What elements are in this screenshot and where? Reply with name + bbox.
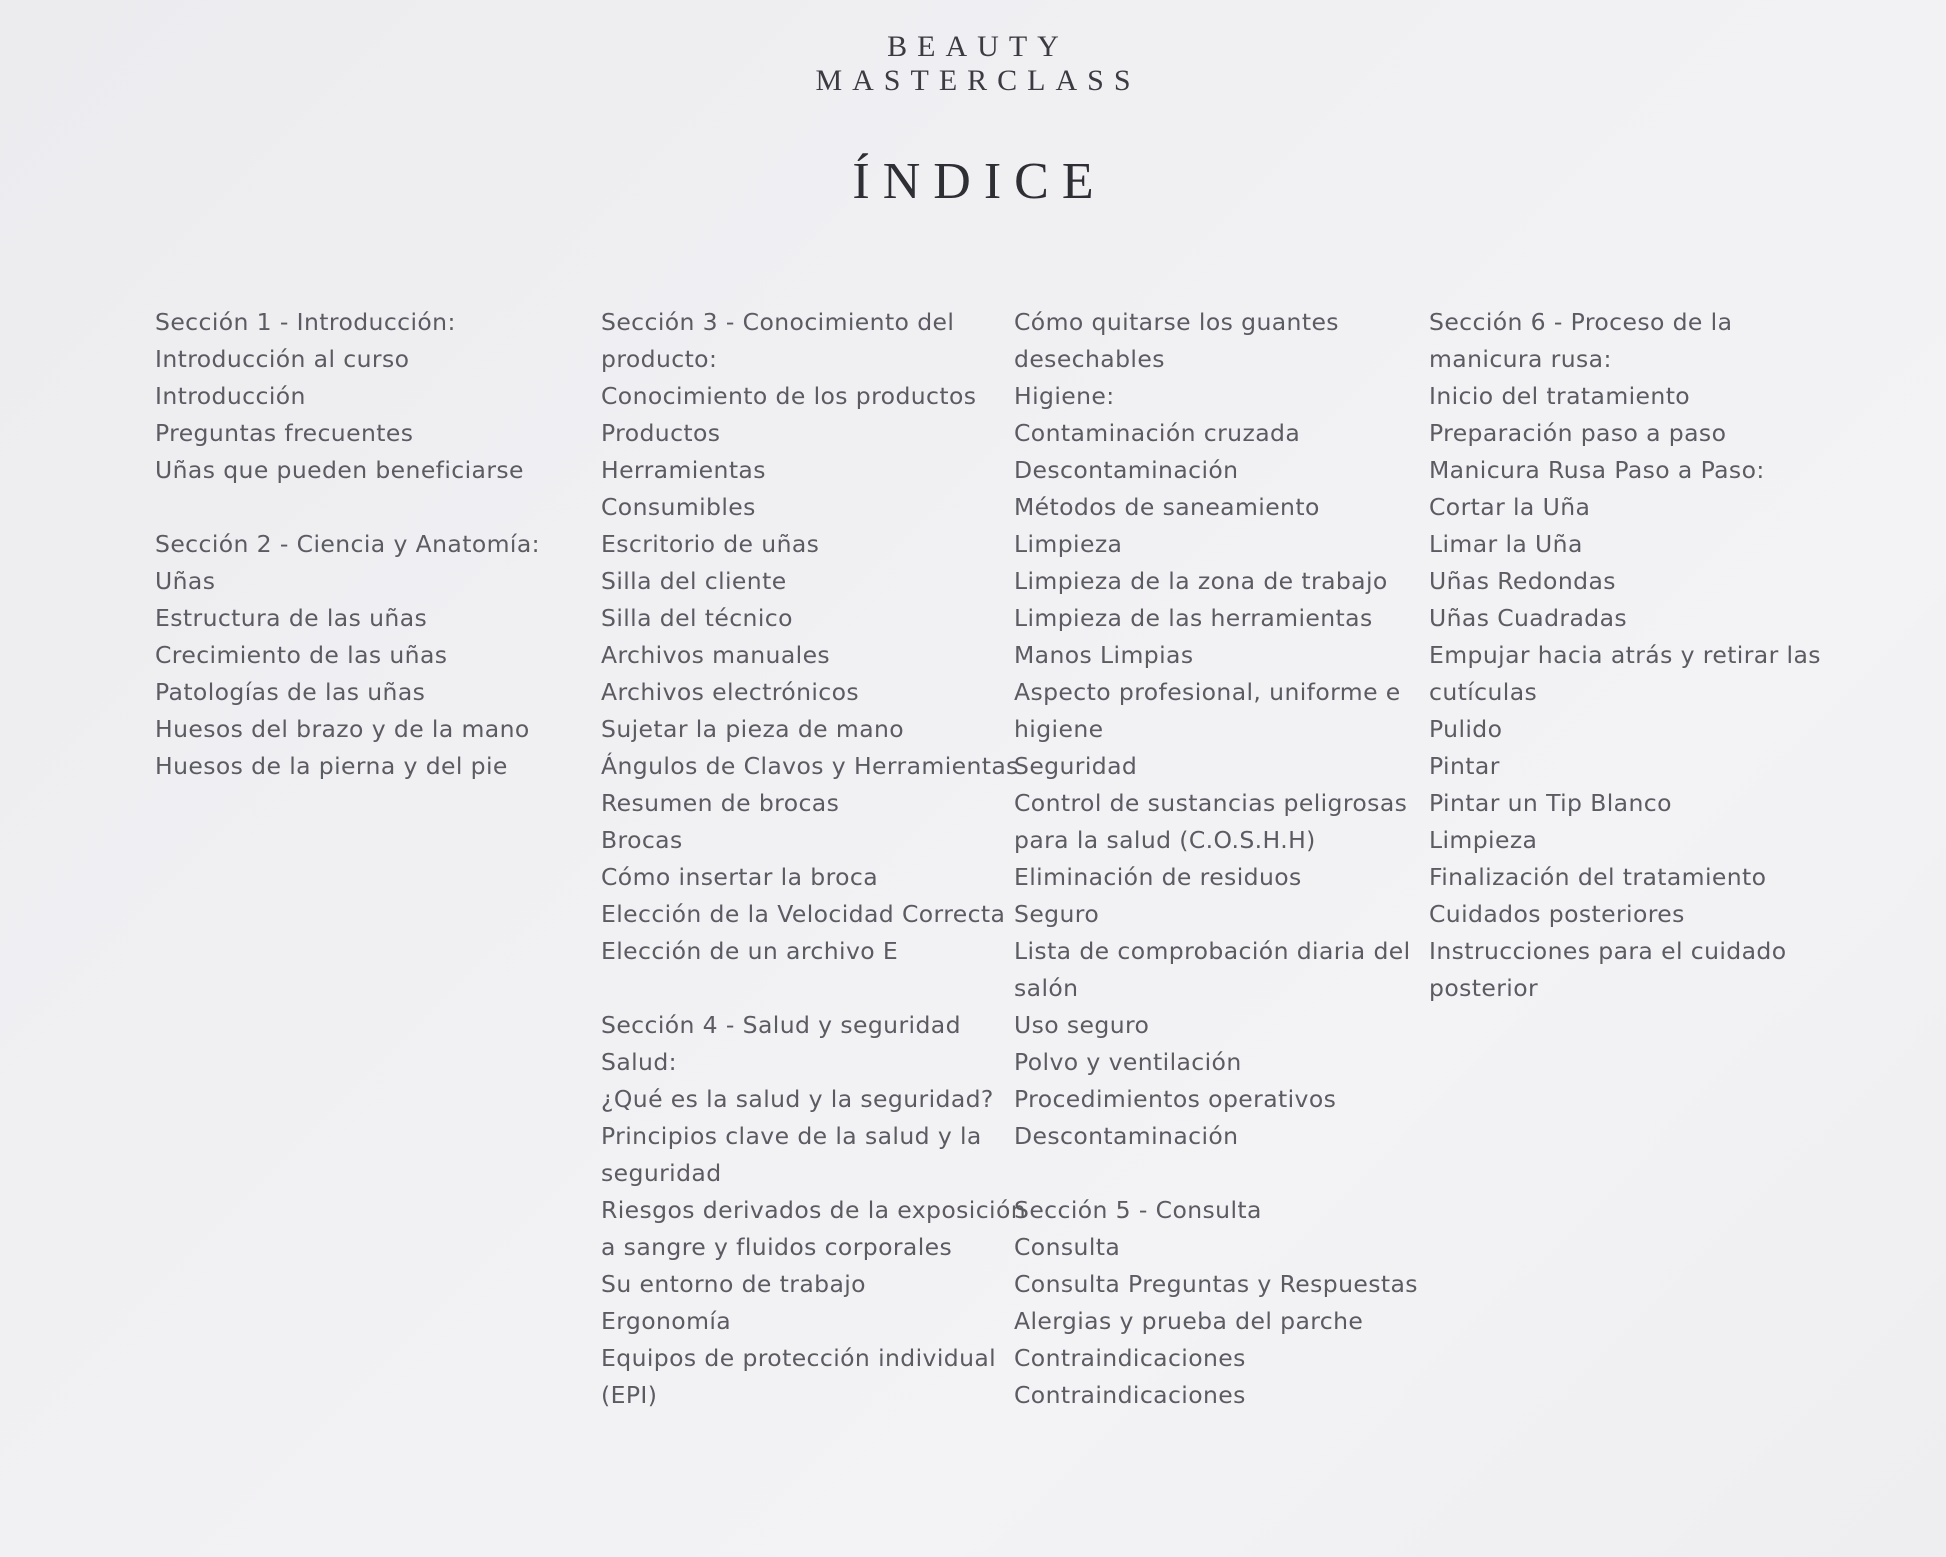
- brand-line-1: BEAUTY: [887, 30, 1069, 63]
- toc-column-4: [1429, 304, 1821, 1007]
- toc-entry: Instrucciones para el cuidado: [1429, 937, 1787, 965]
- toc-entry: Herramientas: [601, 456, 766, 484]
- toc-entry: manicura rusa:: [1429, 345, 1612, 373]
- toc-entry: Sección 5 - Consulta: [1014, 1196, 1262, 1224]
- toc-entry: Consulta Preguntas y Respuestas: [1014, 1270, 1418, 1298]
- toc-entry: Conocimiento de los productos: [601, 382, 977, 410]
- toc-entry: Salud:: [601, 1048, 677, 1076]
- toc-entry: Uñas Redondas: [1429, 567, 1616, 595]
- toc-entry: Uso seguro: [1014, 1011, 1150, 1039]
- toc-entry: cutículas: [1429, 678, 1538, 706]
- toc-entry: Descontaminación: [1014, 1122, 1239, 1150]
- toc-entry: Preguntas frecuentes: [155, 419, 414, 447]
- toc-entry: Equipos de protección individual: [601, 1344, 997, 1372]
- toc-entry: Seguro: [1014, 900, 1100, 928]
- toc-entry: Estructura de las uñas: [155, 604, 428, 632]
- toc-entry: Limar la Uña: [1429, 530, 1583, 558]
- toc-entry: Polvo y ventilación: [1014, 1048, 1242, 1076]
- toc-entry: Preparación paso a paso: [1429, 419, 1727, 447]
- toc-entry: Escritorio de uñas: [601, 530, 820, 558]
- toc-entry: Patologías de las uñas: [155, 678, 426, 706]
- toc-entry: Huesos de la pierna y del pie: [155, 752, 508, 780]
- toc-entry: Uñas que pueden beneficiarse: [155, 456, 524, 484]
- toc-entry: Alergias y prueba del parche: [1014, 1307, 1364, 1335]
- section-spacer: [155, 489, 540, 526]
- toc-entry: salón: [1014, 974, 1079, 1002]
- toc-entry: Sección 2 - Ciencia y Anatomía:: [155, 530, 540, 558]
- toc-entry: Inicio del tratamiento: [1429, 382, 1691, 410]
- toc-entry: Limpieza: [1429, 826, 1538, 854]
- toc-entry: Elección de la Velocidad Correcta: [601, 900, 1006, 928]
- toc-entry: Empujar hacia atrás y retirar las: [1429, 641, 1821, 669]
- toc-entry: desechables: [1014, 345, 1165, 373]
- section-spacer: [1014, 1155, 1418, 1192]
- toc-column-1: [155, 304, 540, 785]
- toc-entry: Archivos electrónicos: [601, 678, 860, 706]
- toc-entry: Uñas Cuadradas: [1429, 604, 1628, 632]
- toc-entry: Seguridad: [1014, 752, 1138, 780]
- toc-entry: Sección 4 - Salud y seguridad: [601, 1011, 961, 1039]
- toc-entry: Limpieza de la zona de trabajo: [1014, 567, 1388, 595]
- toc-entry: Aspecto profesional, uniforme e: [1014, 678, 1401, 706]
- toc-entry: higiene: [1014, 715, 1104, 743]
- toc-entry: Ángulos de Clavos y Herramientas: [601, 752, 1019, 780]
- toc-entry: Limpieza: [1014, 530, 1123, 558]
- toc-entry: Cómo quitarse los guantes: [1014, 308, 1339, 336]
- toc-entry: Consulta: [1014, 1233, 1121, 1261]
- toc-column-2: [601, 304, 1026, 1414]
- toc-entry: Cortar la Uña: [1429, 493, 1591, 521]
- toc-entry: Manos Limpias: [1014, 641, 1194, 669]
- toc-entry: ¿Qué es la salud y la seguridad?: [601, 1085, 994, 1113]
- toc-entry: producto:: [601, 345, 718, 373]
- toc-entry: (EPI): [601, 1381, 658, 1409]
- toc-entry: Contraindicaciones: [1014, 1381, 1246, 1409]
- toc-entry: Archivos manuales: [601, 641, 831, 669]
- toc-entry: Pintar: [1429, 752, 1500, 780]
- toc-entry: Finalización del tratamiento: [1429, 863, 1767, 891]
- toc-entry: Contraindicaciones: [1014, 1344, 1246, 1372]
- toc-entry: Limpieza de las herramientas: [1014, 604, 1373, 632]
- toc-entry: Pulido: [1429, 715, 1503, 743]
- toc-entry: Eliminación de residuos: [1014, 863, 1302, 891]
- toc-entry: Consumibles: [601, 493, 756, 521]
- toc-entry: Brocas: [601, 826, 683, 854]
- toc-entry: posterior: [1429, 974, 1539, 1002]
- toc-entry: Su entorno de trabajo: [601, 1270, 866, 1298]
- toc-entry: Resumen de brocas: [601, 789, 840, 817]
- toc-entry: Uñas: [155, 567, 216, 595]
- toc-entry: Sección 6 - Proceso de la: [1429, 308, 1733, 336]
- toc-entry: a sangre y fluidos corporales: [601, 1233, 953, 1261]
- toc-entry: Sección 3 - Conocimiento del: [601, 308, 955, 336]
- toc-entry: Descontaminación: [1014, 456, 1239, 484]
- toc-entry: Crecimiento de las uñas: [155, 641, 448, 669]
- section-spacer: [601, 970, 1026, 1007]
- toc-entry: Riesgos derivados de la exposición: [601, 1196, 1027, 1224]
- page-title: ÍNDICE: [852, 153, 1107, 210]
- toc-entry: Principios clave de la salud y la: [601, 1122, 982, 1150]
- toc-entry: Silla del técnico: [601, 604, 793, 632]
- toc-entry: Introducción al curso: [155, 345, 410, 373]
- toc-entry: Productos: [601, 419, 721, 447]
- toc-entry: Introducción: [155, 382, 306, 410]
- toc-entry: Ergonomía: [601, 1307, 732, 1335]
- toc-entry: Cuidados posteriores: [1429, 900, 1685, 928]
- toc-entry: para la salud (C.O.S.H.H): [1014, 826, 1316, 854]
- toc-entry: Pintar un Tip Blanco: [1429, 789, 1672, 817]
- toc-entry: Manicura Rusa Paso a Paso:: [1429, 456, 1765, 484]
- toc-entry: Sección 1 - Introducción:: [155, 308, 456, 336]
- toc-entry: Lista de comprobación diaria del: [1014, 937, 1411, 965]
- toc-entry: Control de sustancias peligrosas: [1014, 789, 1408, 817]
- brand-line-2: MASTERCLASS: [815, 64, 1141, 97]
- toc-entry: Higiene:: [1014, 382, 1115, 410]
- toc-column-3: [1014, 304, 1418, 1414]
- toc-entry: Métodos de saneamiento: [1014, 493, 1320, 521]
- brand-logo: [0, 30, 1946, 98]
- toc-entry: Elección de un archivo E: [601, 937, 899, 965]
- toc-entry: Huesos del brazo y de la mano: [155, 715, 530, 743]
- toc-entry: seguridad: [601, 1159, 722, 1187]
- toc-entry: Contaminación cruzada: [1014, 419, 1301, 447]
- toc-entry: Cómo insertar la broca: [601, 863, 879, 891]
- toc-entry: Silla del cliente: [601, 567, 787, 595]
- toc-entry: Procedimientos operativos: [1014, 1085, 1337, 1113]
- toc-entry: Sujetar la pieza de mano: [601, 715, 905, 743]
